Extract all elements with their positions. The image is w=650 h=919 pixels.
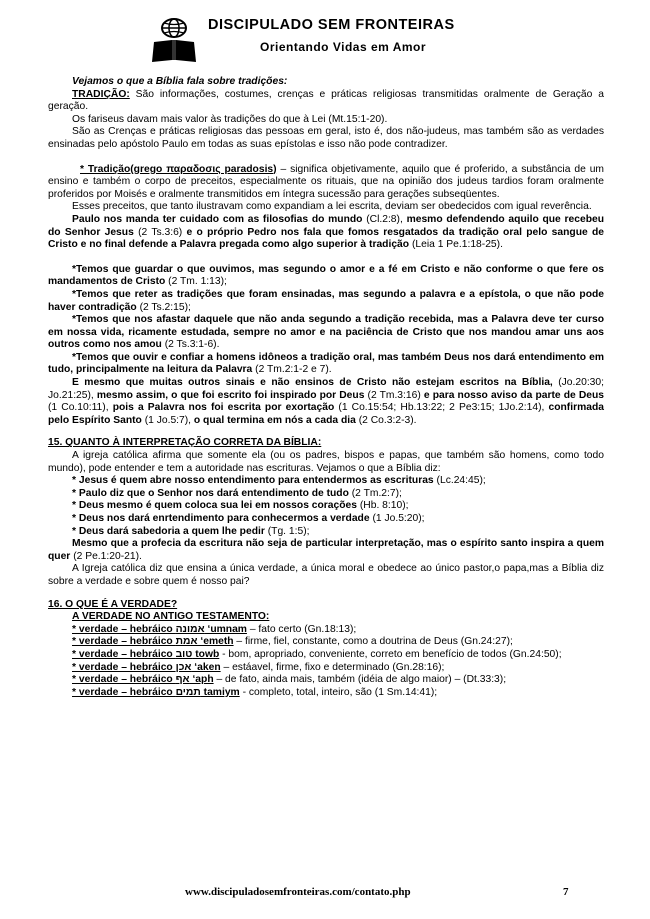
mesmo-text: e para nosso aviso da parte de Deus — [423, 389, 605, 401]
sec15-mesmo-text: Mesmo que a profecia da escritura não seja de particular interpretação, mas o espírito santo inspira a quem quer — [48, 538, 604, 562]
sec16-item-4 — [48, 662, 604, 675]
sec16-item-term: * verdade – hebráico אמונה ‘umnam — [72, 623, 247, 635]
mesmo-ref: (1 Co.15:54; Hb.13:22; 2 Pe3:15; 1Jo.2:14), — [334, 402, 549, 414]
temos-item-3 — [48, 314, 604, 352]
sec15-item-ref: (Lc.24:45); — [433, 475, 486, 487]
tradicao-definition — [48, 89, 604, 114]
intro-heading: Vejamos o que a Bíblia fala sobre tradições: — [72, 76, 288, 87]
sec16-item-term: * verdade – hebráico טוב towb — [72, 648, 220, 660]
sec16-item-def: – firme, fiel, constante, como a doutrina de Deus (Gn.24:27); — [233, 636, 513, 648]
mesmo-ref: (1 Co.10:11), — [48, 402, 113, 414]
preceitos-paragraph: Esses preceitos, que tanto ilustravam como expandiam a lei escrita, deviam ser obedecidos com igual reverência. — [72, 201, 592, 213]
sec15-last: A Igreja católica diz que ensina a única verdade, a única moral e obedece ao único pastor,o papa,mas a Bíblia diz sobre a verdade e sobre quem é nosso pai? — [48, 563, 604, 587]
temos-item-1 — [48, 264, 604, 289]
sec15-item-ref: (2 Tm.2:7); — [348, 487, 402, 499]
paulo-ref-c: (Leia 1 Pe.1:18-25). — [409, 239, 503, 251]
header-subtitle: Orientando Vidas em Amor — [260, 40, 427, 54]
sec15-item-text: * Deus mesmo é quem coloca sua lei em nossos corações — [72, 500, 357, 512]
sec15-item-text: * Deus nos dará enrtendimento para conhecermos a verdade — [72, 513, 370, 524]
sec16-item-term: * verdade – hebráico אף ‘aph — [72, 674, 214, 686]
sec16-item-def: – estáavel, firme, fixo e determinado (Gn.28:16); — [220, 661, 445, 673]
header-title: DISCIPULADO SEM FRONTEIRAS — [208, 17, 455, 33]
footer-url[interactable]: www.discipuladosemfronteiras.com/contato.php — [185, 886, 411, 898]
sec16-item-3 — [48, 649, 604, 662]
intro-paragraph-3: São as Crenças e práticas religiosas das pessoas em geral, isto é, dos não-judeus, mas também são as verdades ensinadas pelo apóstolo Paulo em todas as suas epístolas e isso não pode contradizer. — [48, 126, 604, 150]
temos-ref: (2 Tm.2:1-2 e 7). — [252, 364, 332, 376]
sec16-item-2 — [48, 636, 604, 649]
sec16-item-term: * verdade – hebráico תמים tamiym — [72, 686, 240, 698]
tradicao-label: TRADIÇÃO: — [72, 88, 130, 100]
paradosis-label: * Tradição(grego παραδοσις paradosis) — [80, 163, 277, 175]
mesmo-paragraph — [48, 377, 604, 427]
sec16-item-6 — [48, 687, 604, 700]
sec15-item-ref: (Tg. 1:5); — [264, 525, 310, 537]
section-15-title: 15. QUANTO À INTERPRETAÇÃO CORRETA DA BÍBLIA: — [48, 437, 322, 449]
section-16-subtitle: A VERDADE NO ANTIGO TESTAMENTO: — [72, 611, 270, 623]
temos-item-2 — [48, 289, 604, 314]
page-number: 7 — [563, 886, 569, 898]
paradosis-definition — [48, 164, 604, 202]
section-15-intro: A igreja católica afirma que somente ela (ou os padres, bispos e papas, que também são homens, como todo mundo), pode entender e tem a autoridade nas escrituras. Vejamos o que a Bíblia diz: — [48, 450, 604, 474]
sec15-mesmo-ref: (2 Pe.1:20-21). — [70, 550, 142, 562]
paradosis-text: – significa objetivamente, aquilo que é proferido, a substância de um ensino e também o corpo de preceitos, especialmente os rituais, que na opinião dos judeus tardios foram oralmente proferidos por Moisés e oralmente transmitidos em íntegra sucessão para gerações subseqüentes. — [48, 163, 605, 200]
sec15-item-1 — [48, 475, 604, 488]
temos-text: *Temos que ouvir e confiar a homens idôneos a tradição oral, mas também Deus nos dará entendimento em tudo, principalmente na leitura da Palavra — [48, 351, 604, 376]
mesmo-text: pois a Palavra nos foi escrita por exortação — [112, 402, 335, 414]
mesmo-ref: (2 Co.3:2-3). — [355, 414, 417, 426]
mesmo-text: mesmo assim, o que foi escrito foi inspirado por Deus — [96, 389, 365, 401]
sec16-item-def: - bom, apropriado, conveniente, correto em benefício de todos (Gn.24:50); — [219, 648, 562, 660]
sec16-item-term: * verdade – hebráico אכן ‘aken — [72, 661, 221, 673]
temos-ref: (2 Tm. 1:13); — [165, 276, 227, 288]
mesmo-ref: (1 Jo.5:7), — [141, 414, 194, 426]
sec15-item-3 — [48, 500, 604, 513]
section-16-title: 16. O QUE É A VERDADE? — [48, 598, 178, 610]
sec15-item-5 — [48, 526, 604, 539]
temos-ref: (2 Ts.3:1-6). — [161, 339, 220, 351]
paulo-text-c: e o próprio Pedro nos fala que fomos resgatados da tradição oral pelo sangue de Cristo e no final defende a Palavra pregada como algo superior à tradição — [48, 226, 604, 251]
sec16-item-1 — [48, 624, 604, 637]
temos-text: *Temos que guardar o que ouvimos, mas segundo o amor e a fé em Cristo e não conforme o que fere os mandamentos de Cristo — [48, 263, 604, 288]
temos-ref: (2 Ts.2:15); — [136, 301, 191, 313]
mesmo-ref: (Jo.20:30; Jo.21:25), — [48, 377, 604, 401]
intro-paragraph-2: Os fariseus davam mais valor às tradições do que à Lei (Mt.15:1-20). — [72, 113, 388, 125]
mesmo-text: E mesmo que muitas outros sinais e não ensinos de Cristo não estejam escritos na Bíblia, — [72, 377, 553, 389]
sec16-item-term: * verdade – hebráico אמת ‘emeth — [72, 636, 234, 648]
tradicao-text: São informações, costumes, crenças e práticas religiosas transmitidas oralmente de Geração a geração. — [48, 88, 604, 113]
paulo-text-b: mesmo defendendo aquilo que recebeu do Senhor Jesus — [48, 213, 605, 238]
sec15-item-ref: (1 Jo.5:20); — [369, 513, 425, 524]
paulo-text-a: Paulo nos manda ter cuidado com as filosofias do mundo — [72, 213, 363, 225]
sec15-item-text: * Deus dará sabedoria a quem lhe pedir — [72, 525, 265, 537]
mesmo-ref: (2 Tm.3:16) — [364, 389, 424, 401]
sec15-item-text: * Jesus é quem abre nosso entendimento para entendermos as escrituras — [72, 475, 434, 487]
page-header — [150, 16, 550, 64]
mesmo-text: o qual termina em nós a cada dia — [193, 414, 356, 426]
paulo-paragraph — [48, 214, 604, 252]
sec16-item-5 — [48, 674, 604, 687]
sec15-item-2 — [48, 488, 604, 501]
sec16-item-def: – de fato, ainda mais, também (idéia de algo maior) – (Dt.33:3); — [213, 674, 507, 686]
globe-book-logo — [150, 16, 198, 64]
sec16-item-def: - completo, total, inteiro, são (1 Sm.14:41); — [239, 686, 438, 698]
sec15-item-4 — [48, 513, 604, 526]
temos-item-4 — [48, 352, 604, 377]
temos-text: *Temos que reter as tradições que foram ensinadas, mas segundo a palavra e a epístola, o que não pode haver contradição — [48, 288, 604, 313]
mesmo-text: confirmada pelo Espírito Santo — [48, 402, 604, 426]
sec15-mesmo — [48, 538, 604, 563]
sec15-item-text: * Paulo diz que o Senhor nos dará entendimento de tudo — [72, 487, 349, 499]
temos-text: *Temos que nos afastar daquele que não anda segundo a tradição recebida, mas a Palavra deve ter curso em nossa vida, ricamente estudada, sempre no amor e na paciência de Cristo que nos mandou amar uns aos outros como nos amou — [48, 314, 604, 351]
sec15-item-ref: (Hb. 8:10); — [357, 500, 409, 512]
paulo-ref-a: (Cl.2:8), — [362, 213, 407, 225]
paulo-ref-b: (2 Ts.3:6) — [133, 226, 187, 238]
sec16-item-def: – fato certo (Gn.18:13); — [246, 623, 357, 635]
page-content — [48, 76, 604, 699]
